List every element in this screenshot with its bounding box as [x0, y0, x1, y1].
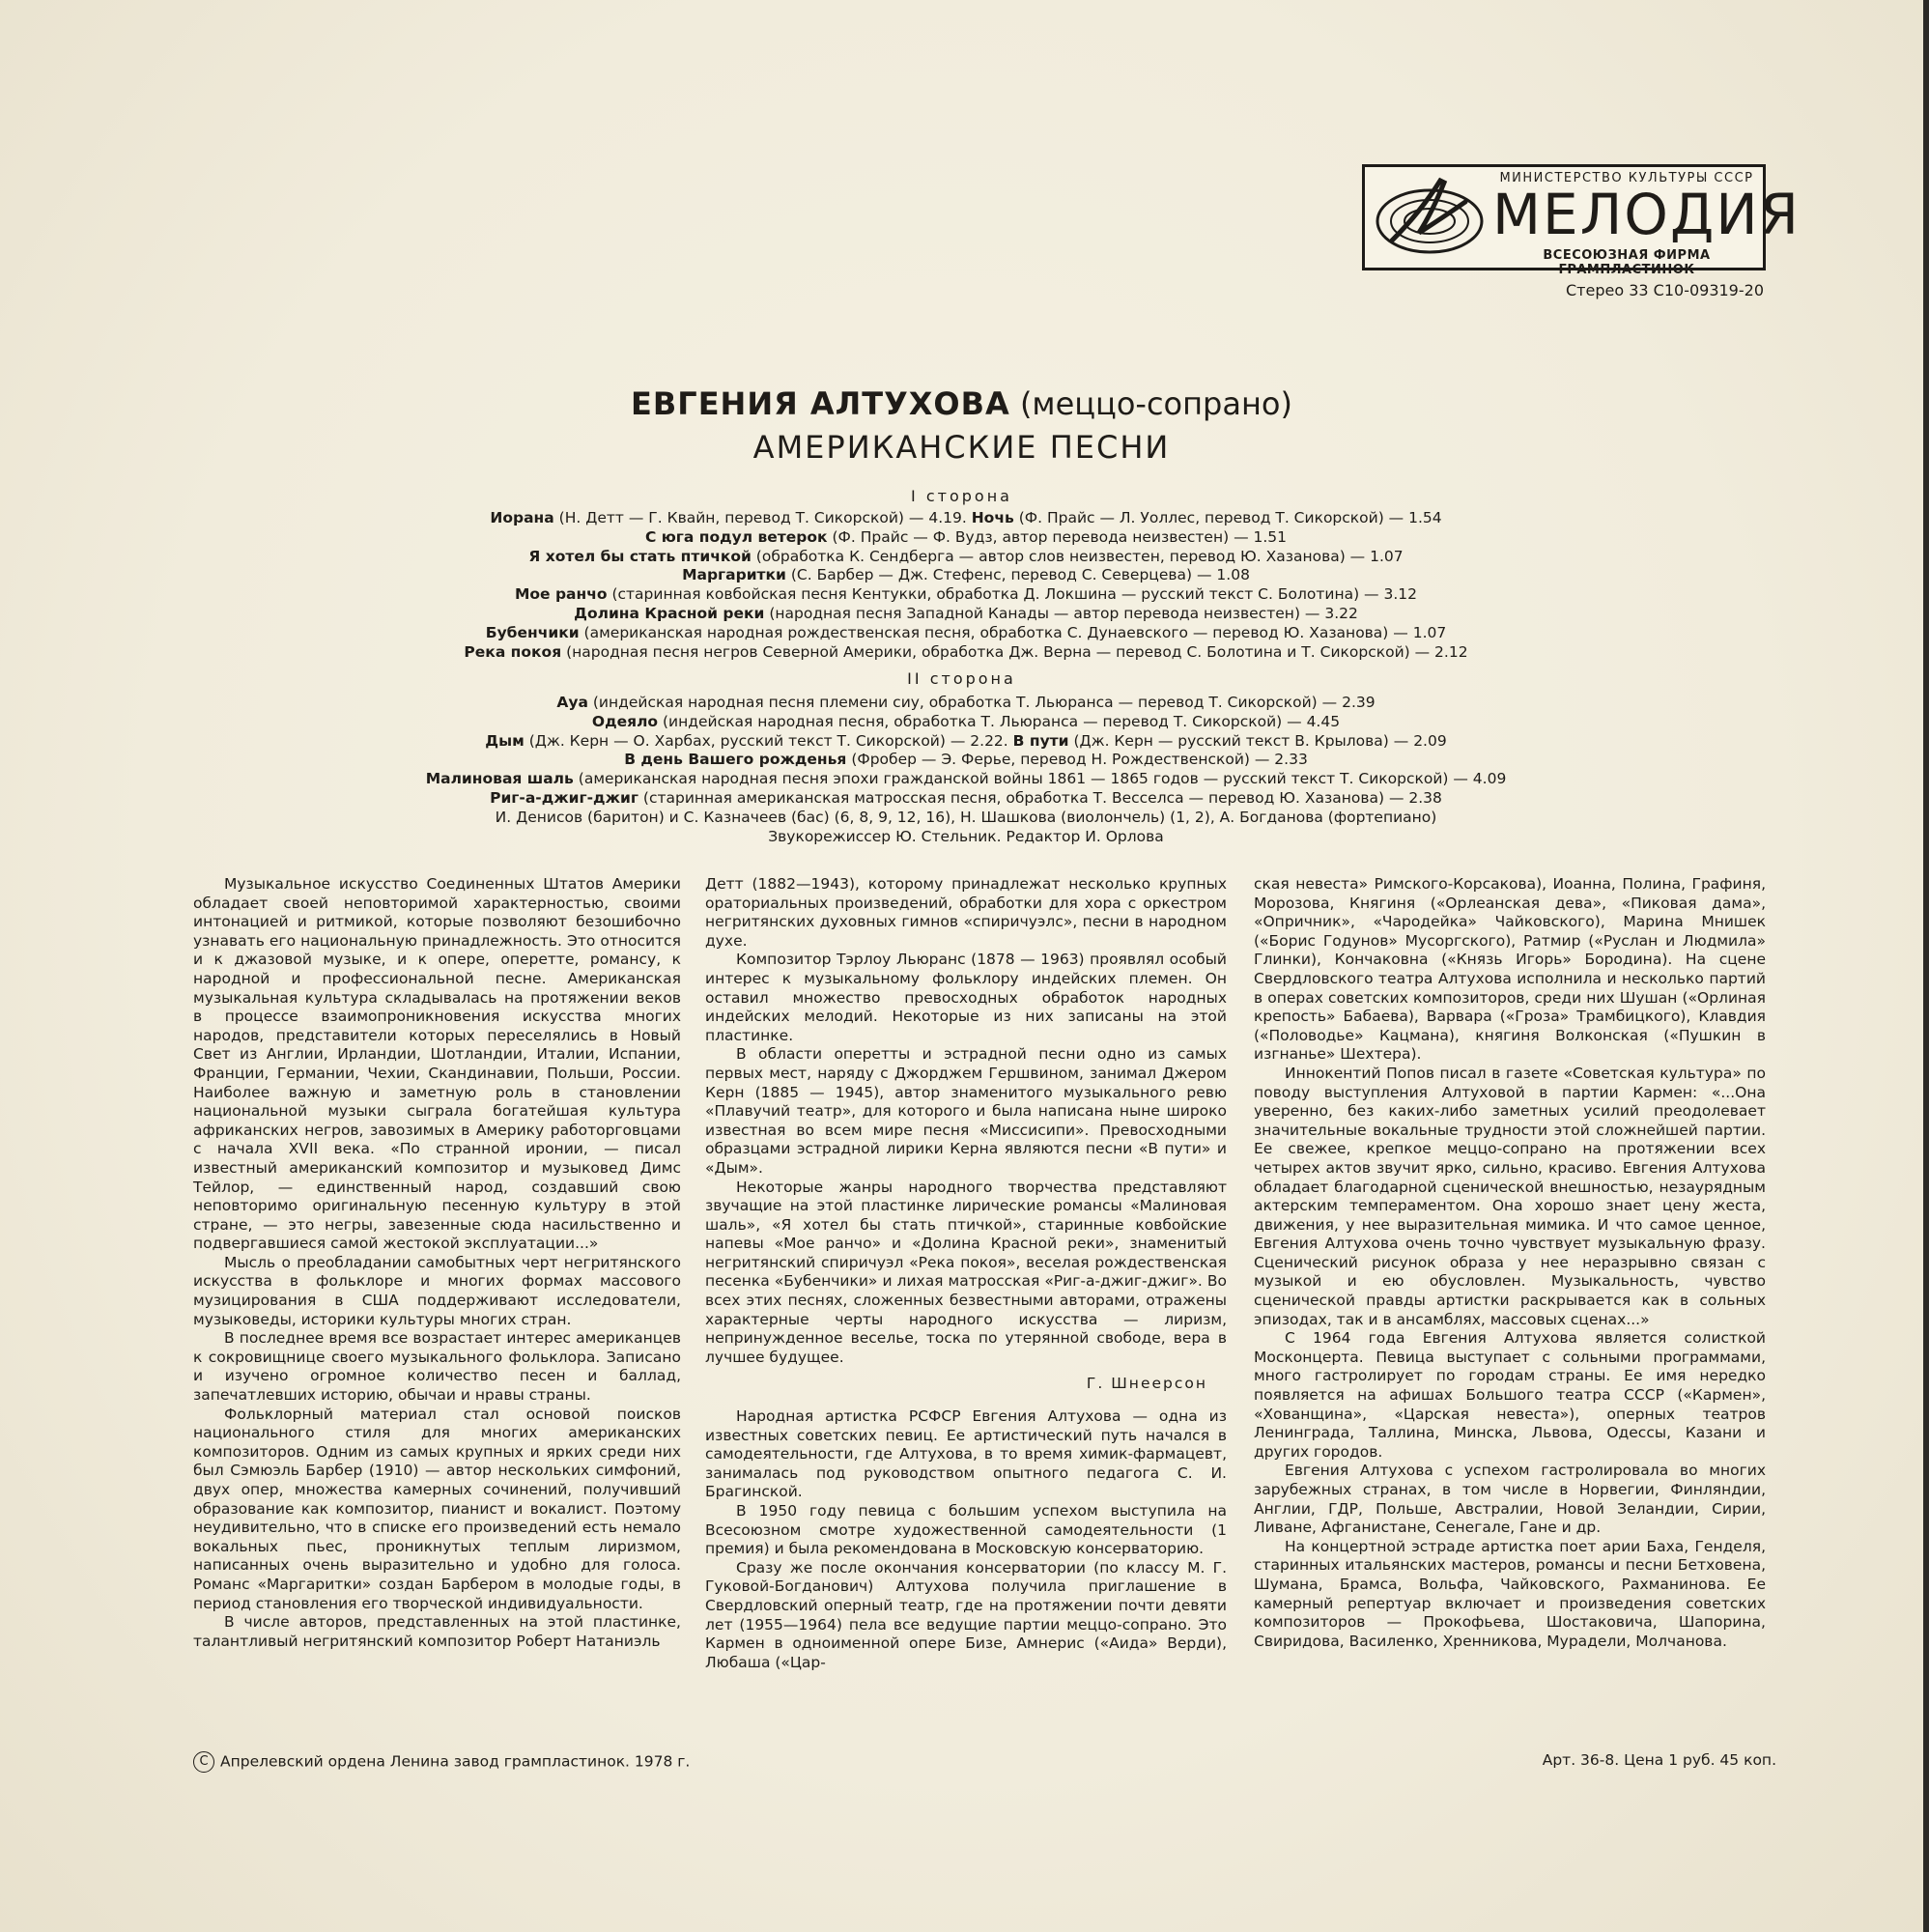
track-title: Бубенчики: [485, 623, 580, 641]
track-credits: (Н. Детт — Г. Квайн, перевод Т. Сикорской) — 4.19.: [553, 509, 972, 526]
track-title: В день Вашего рожденья: [624, 751, 847, 769]
track-title: Река покоя: [464, 642, 562, 661]
paragraph: ская невеста» Римского-Корсакова), Иоанна, Полина, Графиня, Морозова, Княгиня («Орлеанская дева», «Пиковая дама», «Опричник», «Чародейка» Чайковского), Марина Мнишек («Борис Годунов» Мусоргского), Ратмир («Руслан и Людмила» Глинки), Кончаковна («Князь Игорь» Бородина). На сцене Свердловского театра Алтухова исполнила и несколько партий в операх советских композиторов, среди них Шушан («Орлиная крепость» Бабаева), Варвара («Гроза» Трамбицкого), Клавдия («Половодье» Кацмана), княгиня Волконская («Пушкин в изгнанье» Шехтера).: [1254, 875, 1766, 1064]
track-title: В пути: [1012, 731, 1069, 750]
album-title-line: [0, 384, 1923, 423]
track-line: [58, 713, 1874, 732]
track-credits: (американская народная рождественская песня, обработка С. Дунаевского — перевод Ю. Хазанова) — 1.07: [579, 623, 1447, 641]
track-credits: (индейская народная песня племени сиу, обработка Т. Льюранса — перевод Т. Сикорской) — 2.39: [587, 694, 1376, 711]
track-credits: (старинная ковбойская песня Кентукки, обработка Д. Локшина — русский текст С. Болотина) — 3.12: [607, 585, 1417, 604]
track-line: [58, 770, 1874, 789]
track-line: [58, 751, 1874, 770]
article-column-2: [705, 875, 1227, 1672]
track-title: Ночь: [971, 509, 1014, 526]
paragraph: В последнее время все возрастает интерес американцев к сокровищнице своего музыкального фольклора. Записано и изучено огромное количество песен и баллад, запечатлевших историю, обычаи и нравы страны.: [193, 1329, 681, 1405]
artist-name: ЕВГЕНИЯ АЛТУХОВА: [631, 385, 1010, 422]
paragraph: В области оперетты и эстрадной песни одно из самых первых мест, наряду с Джорджем Гершвином, занимал Джером Керн (1885 — 1945), автор знаменитого музыкального ревю «Плавучий театр», для которого и была написана ныне широко известная во всем мире песня «Миссисипи». Превосходными образцами эстрадной лирики Керна являются песни «В пути» и «Дым».: [705, 1045, 1227, 1177]
track-credits: (народная песня Западной Канады — автор перевода неизвестен) — 3.22: [764, 604, 1358, 622]
manufacturer-text: Апрелевский ордена Ленина завод грампластинок. 1978 г.: [220, 1752, 691, 1771]
track-line: [58, 585, 1874, 605]
paragraph: Иннокентий Попов писал в газете «Советская культура» по поводу выступления Алтуховой в партии Кармен: «...Она уверенно, без каких-либо заметных усилий преодолевает значительные вокальные трудности этой сложнейшей партии. Ее свежее, крепкое меццо-сопрано на протяжении всех четырех актов звучит ярко, сильно, красиво. Евгения Алтухова обладает благодарной сценической внешностью, незаурядным актерским темпераментом. Она хорошо знает цену жеста, движения, у нее выразительная мимика. И что самое ценное, Евгения Алтухова очень точно чувствует музыкальную фразу. Сценический рисунок образа у нее неразрывно связан с музыкой и ею обусловлен. Музыкальность, чувство сценической правды артистки раскрывается как в сольных эпизодах, так и в ансамблях, массовых сценах...»: [1254, 1064, 1766, 1328]
track-credits: (народная песня негров Северной Америки, обработка Дж. Верна — перевод С. Болотина и Т. Сикорской) — 2.12: [561, 642, 1468, 661]
track-title: Дым: [485, 731, 525, 750]
paragraph: Сразу же после окончания консерватории (по классу М. Г. Гуковой-Богданович) Алтухова получила приглашение в Свердловский оперный театр, где на протяжении почти девяти лет (1955—1964) пела все ведущие партии меццо-сопрано. Это Кармен в одноименной опере Бизе, Амнерис («Аида» Верди), Любаша («Цар-: [705, 1558, 1227, 1671]
track-credits: (Ф. Прайс — Л. Уоллес, перевод Т. Сикорской) — 1.54: [1013, 509, 1442, 526]
track-title: С юга подул ветерок: [644, 527, 828, 546]
paragraph: Народная артистка РСФСР Евгения Алтухова — одна из известных советских певиц. Ее артистический путь начался в самодеятельности, где Алтухова, в то время химик-фармацевт, занималась под руководством опытного педагога С. И. Брагинской.: [705, 1407, 1227, 1501]
track-title: Долина Красной реки: [574, 604, 765, 622]
track-credits: (старинная американская матросская песня, обработка Т. Весселса — перевод Ю. Хазанова) — 2.38: [638, 788, 1442, 807]
track-credits: И. Денисов (баритон) и С. Казначеев (бас) (6, 8, 9, 12, 16), Н. Шашкова (виолончель) (1, 2), А. Богданова (фортепиано): [495, 808, 1437, 826]
copyright-icon: C: [193, 1751, 214, 1773]
track-line: [58, 624, 1874, 643]
track-credits: (Фробер — Э. Ферье, перевод Н. Рождественской) — 2.33: [846, 751, 1308, 769]
article-column-3: [1254, 875, 1766, 1651]
paragraph: В 1950 году певица с большим успехом выступила на Всесоюзном смотре художественной самодеятельности (1 премия) и была рекомендована в Московскую консерваторию.: [705, 1502, 1227, 1558]
track-credits: (Дж. Керн — русский текст В. Крылова) — 2.09: [1068, 731, 1447, 750]
melodiya-logo: [1362, 164, 1801, 277]
paragraph: В числе авторов, представленных на этой пластинке, талантливый негритянский композитор Роберт Натаниэль: [193, 1613, 681, 1650]
track-line: [58, 828, 1874, 847]
track-title: Маргаритки: [682, 566, 786, 584]
paragraph: Некоторые жанры народного творчества представляют звучащие на этой пластинке лирические романсы «Малиновая шаль», «Я хотел бы стать птичкой», старинные ковбойские напевы «Мое ранчо» и «Долина Красной реки», знаменитый негритянский спиричуэл «Река покоя», веселая рождественская песенка «Бубенчики» и лихая матросская «Риг-а-джиг-джиг». Во всех этих песнях, сложенных безвестными авторами, отражены характерные черты народного искусства — лиризм, непринужденное веселье, тоска по утерянной свободе, вера в лучшее будущее.: [705, 1178, 1227, 1366]
side-1-heading: I сторона: [911, 487, 1012, 505]
track-title: Я хотел бы стать птичкой: [528, 547, 752, 565]
brand-name: МЕЛОДИЯ: [1492, 182, 1801, 247]
side-2-heading: II сторона: [907, 669, 1016, 688]
paragraph: Мысль о преобладании самобытных черт негритянского искусства в фольклоре и многих формах массового музицирования в США поддерживают исследователи, музыковеды, историки культуры многих стран.: [193, 1253, 681, 1328]
track-title: Малиновая шаль: [425, 770, 574, 788]
catalog-number: Стерео 33 С10-09319-20: [1566, 281, 1764, 299]
price-note: Арт. 36-8. Цена 1 руб. 45 коп.: [1542, 1751, 1776, 1769]
track-credits: (Ф. Прайс — Ф. Вудз, автор перевода неизвестен) — 1.51: [827, 527, 1288, 546]
track-title: Одеяло: [591, 712, 659, 730]
author-signature: Г. Шнеерсон: [1086, 1375, 1207, 1393]
side-2-tracklist: [58, 694, 1874, 846]
track-line: [58, 809, 1874, 828]
paragraph: Музыкальное искусство Соединенных Штатов Америки обладает своей неповторимой характерностью, своими интонацией и ритмикой, которые позволяют безошибочно узнавать его национальную принадлежность. Это относится и к джазовой музыке, и к опере, оперетте, романсу, к народной и профессиональной песне. Американская музыкальная культура складывалась на протяжении веков в процессе взаимопроникновения искусства многих народов, представители которых переселялись в Новый Свет из Англии, Ирландии, Шотландии, Италии, Испании, Франции, Германии, Чехии, Скандинавии, Польши, России. Наиболее важную и заметную роль в становлении национальной музыки сыграла богатейшая культура африканских негров, завозимых в Америку работорговцами с начала XVII века. «По странной иронии, — писал известный американский композитор и музыковед Димс Тейлор, — единственный народ, создавший свою неповторимо оригинальную песенную культуру в этой стране, — это негры, завезенные сюда насильственно и подвергавшиеся самой жестокой эксплуатации...»: [193, 875, 681, 1253]
track-line: [58, 605, 1874, 624]
track-title: Риг-а-джиг-джиг: [490, 788, 638, 807]
ministry-label: МИНИСТЕРСТВО КУЛЬТУРЫ СССР: [1499, 171, 1754, 185]
paragraph: На концертной эстраде артистка поет арии Баха, Генделя, старинных итальянских мастеров, романсы и песни Бетховена, Шумана, Брамса, Вольфа, Чайковского, Рахманинова. Ее камерный репертуар включает и произведения советских композиторов — Прокофьева, Шостаковича, Шапорина, Свиридова, Василенко, Хренникова, Мурадели, Молчанова.: [1254, 1537, 1766, 1650]
firm-label: ВСЕСОЮЗНАЯ ФИРМА ГРАМПЛАСТИНОК: [1543, 248, 1711, 277]
track-line: [58, 528, 1874, 548]
paragraph: С 1964 года Евгения Алтухова является солисткой Москонцерта. Певица выступает с сольными программами, много гастролирует по городам страны. Ее имя нередко появляется на афишах Большого театра СССР («Кармен», «Хованщина», «Царская невеста»), оперных театров Ленинграда, Таллина, Минска, Львова, Одессы, Казани и других городов.: [1254, 1329, 1766, 1461]
track-line: [58, 732, 1874, 752]
track-title: Ауа: [556, 694, 588, 711]
side-1-tracklist: [58, 509, 1874, 662]
track-title: Мое ранчо: [514, 585, 608, 604]
paragraph: Евгения Алтухова с успехом гастролировала во многих зарубежных странах, в том числе в Норвегии, Финляндии, Англии, ГДР, Польше, Австралии, Новой Зеландии, Сирии, Ливане, Афганистане, Сенегале, Гане и др.: [1254, 1462, 1766, 1537]
track-credits: (Дж. Керн — О. Харбах, русский текст Т. Сикорской) — 2.22.: [524, 731, 1013, 750]
paragraph: Фольклорный материал стал основой поисков национального стиля для многих американских композиторов. Одним из самых крупных и ярких среди них был Сэмюэль Барбер (1910) — автор нескольких симфоний, двух опер, множества камерных сочинений, получивший образование как композитор, пианист и вокалист. Поэтому неудивительно, что в списке его произведений есть немало вокальных пьес, проникнутых теплым лиризмом, написанных очень выразительно и удобно для голоса. Романс «Маргаритки» создан Барбером в молодые годы, в период становления его творческой индивидуальности.: [193, 1405, 681, 1612]
track-line: [58, 566, 1874, 585]
voice-type: (меццо-сопрано): [1019, 385, 1292, 422]
article-column-1: [193, 875, 681, 1651]
track-line: [58, 548, 1874, 567]
track-credits: (американская народная песня эпохи гражданской войны 1861 — 1865 годов — русский текст Т. Сикорской) — 4.09: [573, 770, 1507, 788]
track-line: [58, 509, 1874, 528]
track-credits: (обработка К. Сендберга — автор слов неизвестен, перевод Ю. Хазанова) — 1.07: [751, 547, 1404, 565]
album-title: АМЕРИКАНСКИЕ ПЕСНИ: [752, 429, 1171, 466]
paragraph: Детт (1882—1943), которому принадлежат несколько крупных ораториальных произведений, обработки для хора с оркестром негритянских духовных гимнов «спиричуэлс», песни в народном духе.: [705, 875, 1227, 950]
manufacturer-note: [193, 1751, 690, 1773]
paragraph: Композитор Тэрлоу Льюранс (1878 — 1963) проявлял особый интерес к музыкальному фольклору индейских племен. Он оставил множество превосходных обработок народных индейских мелодий. Некоторые из них записаны на этой пластинке.: [705, 951, 1227, 1044]
track-title: Иорана: [490, 509, 554, 526]
track-line: [58, 694, 1874, 713]
track-credits: (С. Барбер — Дж. Стефенс, перевод С. Северцева) — 1.08: [785, 566, 1250, 584]
melodiya-emblem-icon: [1373, 173, 1487, 262]
track-line: [58, 643, 1874, 663]
track-line: [58, 789, 1874, 809]
track-credits: (индейская народная песня, обработка Т. Льюранса — перевод Т. Сикорской) — 4.45: [658, 712, 1341, 730]
track-credits: Звукорежиссер Ю. Стельник. Редактор И. Орлова: [768, 827, 1164, 845]
